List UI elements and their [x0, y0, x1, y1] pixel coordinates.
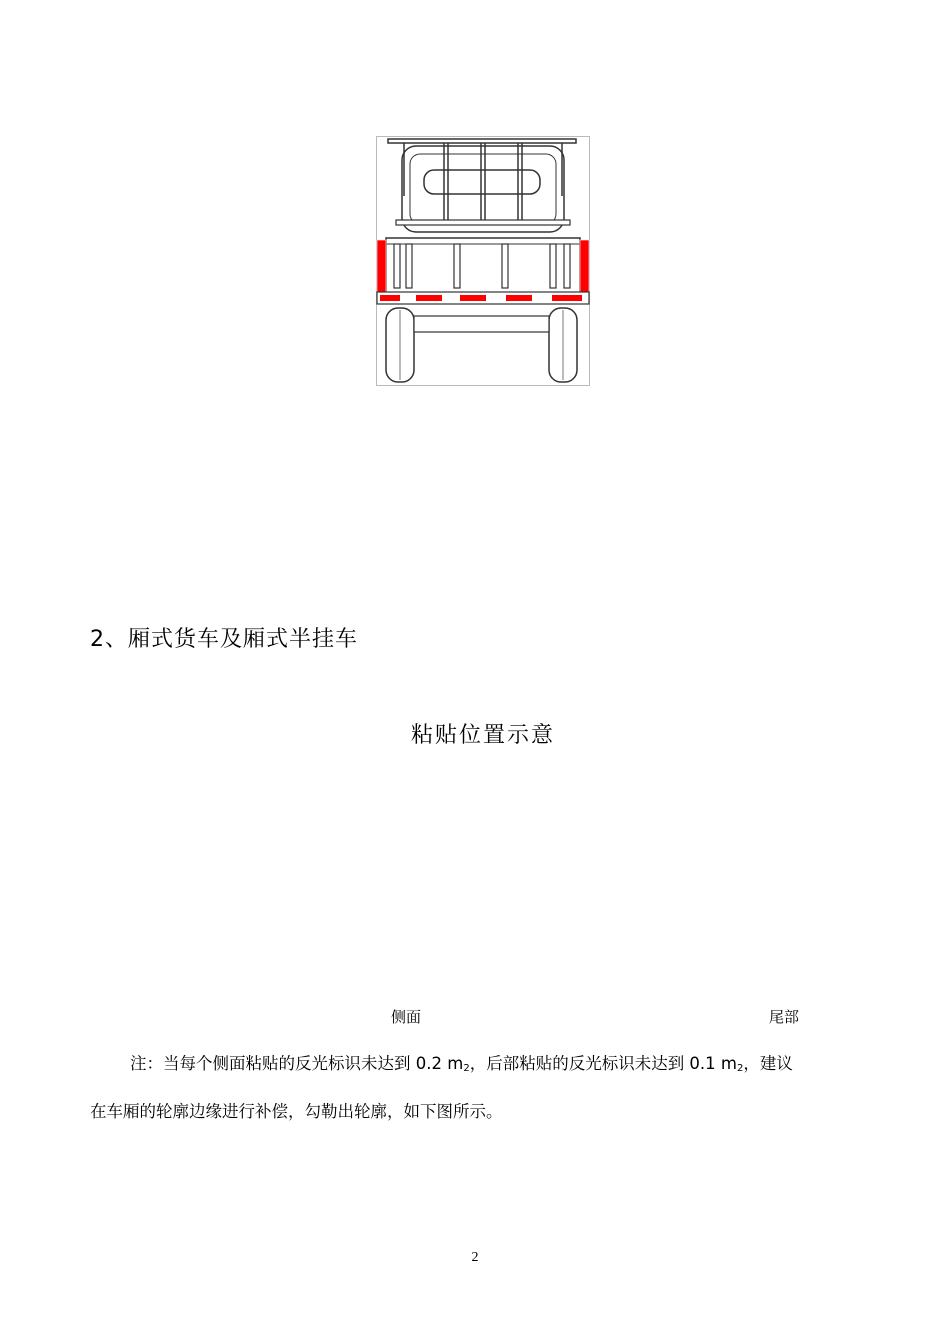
note-text-b: ，后部粘贴的反光标识未达到 0.1 m: [469, 1054, 737, 1073]
truck-rear-view-icon: [376, 136, 590, 386]
note-text-c: ，建议: [743, 1054, 793, 1073]
figure-title: 粘贴位置示意: [410, 723, 555, 748]
caption-side-view: 侧面: [391, 1008, 422, 1026]
note-paragraph-line-1: [90, 1042, 890, 1091]
caption-rear-view: 尾部: [769, 1008, 800, 1026]
section-heading: 2、厢式货车及厢式半挂车: [90, 627, 358, 652]
note-paragraph-line-2: 在车厢的轮廓边缘进行补偿，勾勒出轮廓，如下图所示。: [90, 1102, 503, 1121]
area-unit-exponent-1: 2: [463, 1063, 470, 1074]
truck-rear-view-figure: [376, 136, 590, 386]
note-text-a: 注：当每个侧面粘贴的反光标识未达到 0.2 m: [130, 1054, 464, 1073]
area-unit-exponent-2: 2: [737, 1063, 744, 1074]
page-number: 2: [471, 1250, 479, 1265]
